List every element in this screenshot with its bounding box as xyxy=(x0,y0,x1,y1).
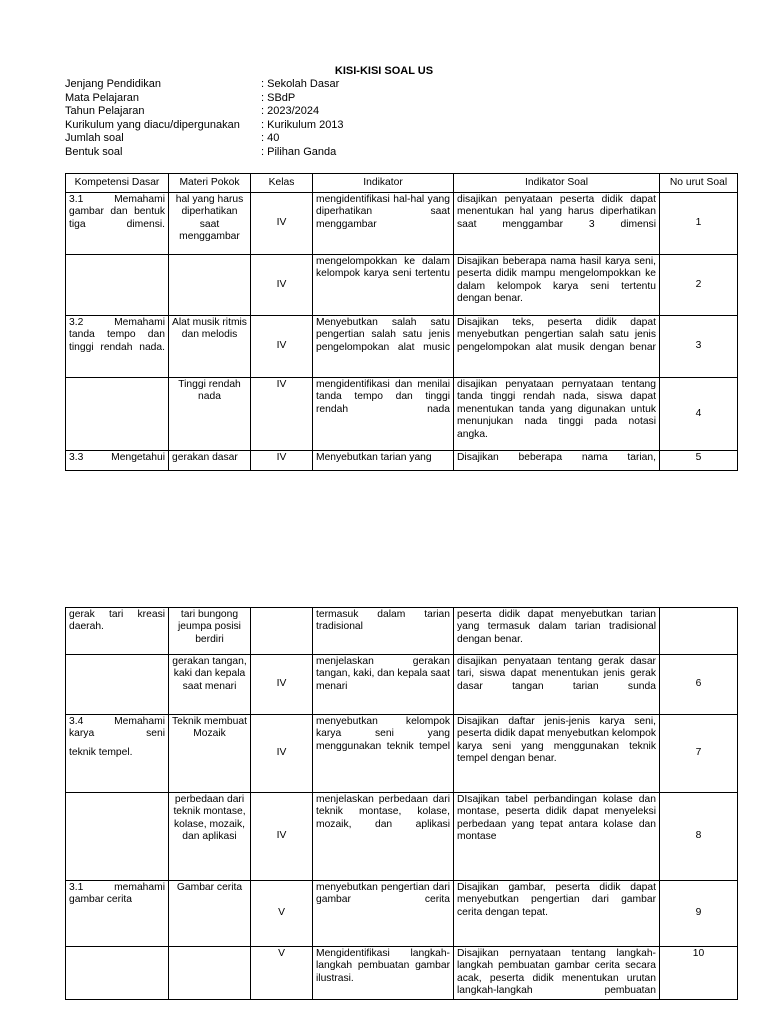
table-row xyxy=(66,881,738,947)
cell-kompetensi-dasar xyxy=(66,378,169,451)
cell-indikator-soal: disajikan penyataan peserta didik dapat menentukan hal yang harus diperhatikan saat menggambar 3 dimensi xyxy=(454,193,660,255)
cell-materi-pokok: Tinggi rendah nada xyxy=(169,378,251,451)
cell-no-urut: 1 xyxy=(660,193,738,255)
meta-value: : 40 xyxy=(261,132,280,145)
meta-value: : SBdP xyxy=(261,91,296,104)
cell-kompetensi-dasar xyxy=(66,715,169,793)
cell-indikator-soal: Disajikan beberapa nama hasil karya seni, peserta didik mampu mengelompokkan ke dalam kelompok karya seni tertentu dengan benar. xyxy=(454,255,660,316)
cell-no-urut: 8 xyxy=(660,793,738,881)
cell-materi-pokok: gerakan tangan, kaki dan kepala saat menari xyxy=(169,655,251,715)
cell-no-urut: 2 xyxy=(660,255,738,316)
cell-materi-pokok xyxy=(169,947,251,1000)
cell-no-urut: 4 xyxy=(660,378,738,451)
cell-kelas: IV xyxy=(251,655,313,715)
cell-kompetensi-dasar: 3.1 memahami gambar cerita xyxy=(66,881,169,947)
header-indikator: Indikator xyxy=(313,174,454,193)
cell-indikator: Menyebutkan tarian yang xyxy=(313,451,454,471)
cell-indikator-soal: Disajikan pernyataan tentang langkah-langkah pembuatan gambar cerita secara acak, peserta didik menentukan urutan langkah-langkah pembuatan xyxy=(454,947,660,1000)
table-header-row xyxy=(66,174,738,193)
header-indikator-soal: Indikator Soal xyxy=(454,174,660,193)
cell-kelas: IV xyxy=(251,715,313,793)
kd-text-continued: teknik tempel. xyxy=(69,746,133,758)
cell-no-urut: 10 xyxy=(660,947,738,1000)
cell-materi-pokok: Teknik membuat Mozaik xyxy=(169,715,251,793)
cell-materi-pokok: hal yang harus diperhatikan saat menggambar xyxy=(169,193,251,255)
meta-value: : Sekolah Dasar xyxy=(261,78,340,90)
cell-kelas: V xyxy=(251,881,313,947)
cell-no-urut: 3 xyxy=(660,316,738,378)
table-row xyxy=(66,655,738,715)
cell-indikator: Menyebutkan salah satu pengertian salah satu jenis pengelompokan alat music xyxy=(313,316,454,378)
meta-key: Jenjang Pendidikan xyxy=(65,78,162,90)
cell-kelas: IV xyxy=(251,793,313,881)
cell-kelas: IV xyxy=(251,451,313,471)
cell-kompetensi-dasar: 3.2 Memahami tanda tempo dan tinggi rendah nada. xyxy=(66,316,169,378)
meta-key: Mata Pelajaran xyxy=(65,91,139,104)
document-title: KISI-KISI SOAL US xyxy=(334,65,434,77)
cell-kompetensi-dasar xyxy=(66,655,169,715)
cell-indikator: mengidentifikasi hal-hal yang diperhatikan saat menggambar xyxy=(313,193,454,255)
cell-indikator-soal: peserta didik dapat menyebutkan tarian yang termasuk dalam tarian tradisional dengan benar. xyxy=(454,608,660,655)
kd-text: 3.4 Memahami karya seni xyxy=(69,716,165,740)
meta-value: : Kurikulum 2013 xyxy=(261,118,344,131)
meta-row-tahun xyxy=(65,105,344,119)
meta-value: : 2023/2024 xyxy=(261,105,320,118)
cell-indikator: menyebutkan pengertian dari gambar cerita xyxy=(313,881,454,947)
cell-materi-pokok: gerakan dasar xyxy=(169,451,251,471)
meta-key: Jumlah soal xyxy=(65,132,124,145)
document-metadata xyxy=(65,78,344,160)
cell-indikator-soal: Disajikan gambar, peserta didik dapat menyebutkan pengertian dari gambar cerita dengan tepat. xyxy=(454,881,660,947)
header-kelas: Kelas xyxy=(251,174,313,193)
table-row xyxy=(66,193,738,255)
meta-row-bentuk xyxy=(65,146,344,160)
cell-materi-pokok: perbedaan dari teknik montase, kolase, mozaik, dan aplikasi xyxy=(169,793,251,881)
cell-indikator-soal: Disajikan teks, peserta didik dapat menyebutkan pengertian salah satu jenis pengelompokan alat musik dengan benar xyxy=(454,316,660,378)
cell-indikator: Mengidentifikasi langkah-langkah pembuatan gambar ilustrasi. xyxy=(313,947,454,1000)
cell-indikator-soal: Disajikan beberapa nama tarian, xyxy=(454,451,660,471)
header-kompetensi-dasar: Kompetensi Dasar xyxy=(66,174,169,193)
table-row xyxy=(66,947,738,1000)
cell-indikator-soal: disajikan penyataan tentang gerak dasar tari, siswa dapat menentukan jenis gerak dasar tangan tarian sunda xyxy=(454,655,660,715)
cell-kelas: IV xyxy=(251,255,313,316)
cell-materi-pokok: tari bungong jeumpa posisi berdiri xyxy=(169,608,251,655)
cell-materi-pokok xyxy=(169,255,251,316)
table-row xyxy=(66,316,738,378)
meta-row-kurikulum xyxy=(65,119,344,133)
table-row xyxy=(66,451,738,471)
cell-kelas: IV xyxy=(251,378,313,451)
table-row xyxy=(66,793,738,881)
meta-key: Tahun Pelajaran xyxy=(65,105,145,118)
cell-kompetensi-dasar: 3.3 Mengetahui xyxy=(66,451,169,471)
cell-kompetensi-dasar: gerak tari kreasi daerah. xyxy=(66,608,169,655)
cell-no-urut: 7 xyxy=(660,715,738,793)
kisi-kisi-table-page1 xyxy=(65,173,738,471)
cell-kelas xyxy=(251,608,313,655)
cell-indikator-soal: disajikan penyataan pernyataan tentang tanda tinggi rendah nada, siswa dapat menentukan tanda yang digunakan untuk menunjukan nada tinggi pada notasi angka. xyxy=(454,378,660,451)
meta-value: : Pilihan Ganda xyxy=(261,145,337,158)
table-row xyxy=(66,715,738,793)
cell-materi-pokok: Gambar cerita xyxy=(169,881,251,947)
cell-kompetensi-dasar xyxy=(66,947,169,1000)
cell-kompetensi-dasar: 3.1 Memahami gambar dan bentuk tiga dimensi. xyxy=(66,193,169,255)
cell-indikator-soal: Disajikan daftar jenis-jenis karya seni, peserta didik dapat menyebutkan kelompok karya seni yang menggunakan teknik tempel dengan benar. xyxy=(454,715,660,793)
kisi-kisi-table-page2 xyxy=(65,607,738,1000)
meta-key: Bentuk soal xyxy=(65,145,123,158)
cell-indikator: mengelompokkan ke dalam kelompok karya seni tertentu xyxy=(313,255,454,316)
cell-kelas: IV xyxy=(251,193,313,255)
cell-kompetensi-dasar xyxy=(66,793,169,881)
cell-no-urut: 9 xyxy=(660,881,738,947)
header-no-urut-soal: No urut Soal xyxy=(660,174,738,193)
cell-no-urut: 5 xyxy=(660,451,738,471)
cell-indikator: menjelaskan perbedaan dari teknik montase, kolase, mozaik, dan aplikasi xyxy=(313,793,454,881)
cell-materi-pokok: Alat musik ritmis dan melodis xyxy=(169,316,251,378)
table-row xyxy=(66,608,738,655)
cell-indikator-soal: DIsajikan tabel perbandingan kolase dan montase, peserta didik dapat menyeleksi perbedaan yang tepat antara kolase dan montase xyxy=(454,793,660,881)
cell-indikator: menyebutkan kelompok karya seni yang menggunakan teknik tempel xyxy=(313,715,454,793)
cell-kelas: IV xyxy=(251,316,313,378)
cell-no-urut: 6 xyxy=(660,655,738,715)
meta-row-jenjang xyxy=(65,78,344,92)
meta-row-jumlah xyxy=(65,132,344,146)
table-row xyxy=(66,255,738,316)
cell-indikator: menjelaskan gerakan tangan, kaki, dan kepala saat menari xyxy=(313,655,454,715)
cell-no-urut xyxy=(660,608,738,655)
cell-kelas: V xyxy=(251,947,313,1000)
meta-row-mapel xyxy=(65,92,344,106)
cell-kompetensi-dasar xyxy=(66,255,169,316)
cell-indikator: termasuk dalam tarian tradisional xyxy=(313,608,454,655)
cell-indikator: mengidentifikasi dan menilai tanda tempo dan tinggi rendah nada xyxy=(313,378,454,451)
table-row xyxy=(66,378,738,451)
header-materi-pokok: Materi Pokok xyxy=(169,174,251,193)
meta-key: Kurikulum yang diacu/dipergunakan xyxy=(65,118,240,131)
